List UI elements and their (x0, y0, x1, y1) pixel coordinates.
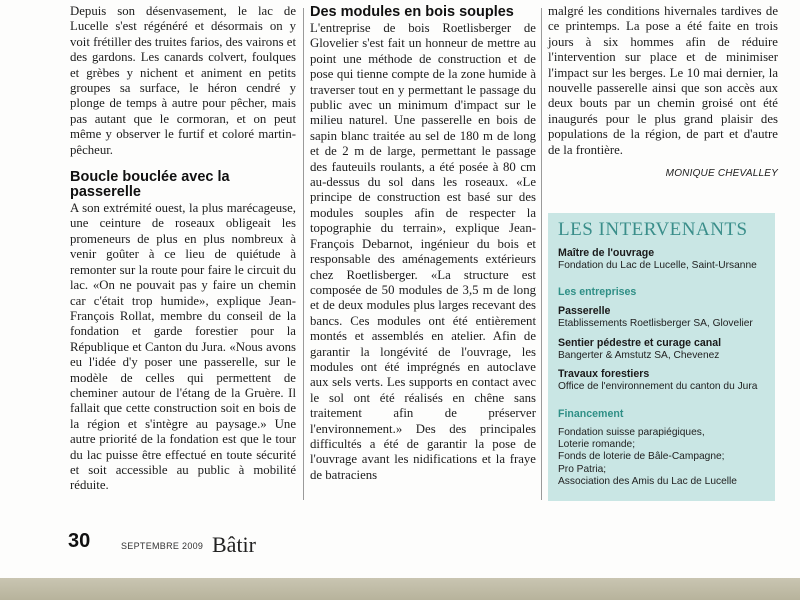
column-divider (541, 8, 542, 500)
page-edge-band (0, 578, 800, 600)
walkway-text: Etablissements Roetlisberger SA, Glovelier (558, 318, 753, 330)
forest-heading: Travaux forestiers (558, 368, 650, 381)
companies-heading: Les entreprises (558, 286, 637, 299)
column-divider (303, 8, 304, 500)
magazine-name: Bâtir (212, 532, 256, 557)
funding-line: Loterie romande; (558, 439, 636, 451)
article-column-3 (548, 4, 778, 179)
funding-line: Pro Patria; (558, 463, 607, 475)
box-content (558, 247, 770, 489)
column1-body: A son extrémité ouest, la plus marécageuse, une ceinture de roseaux obligeait les promeneurs de plus en plus nombreux à venir goûter à ce lieu de quiétude à remonter sur la route pour faire le circuit du lac. «On ne pouvait pas y faire un chemin car c'était trop humide», explique Jean-François Rollat, membre du conseil de la fondation et garde forestier pour la République et Canton du Jura. «Nous avons eu l'idée d'y poser une passerelle, sur le modèle de celles qui permettent de cheminer autour de l'étang de la Gruère. Il fallait que cette construction soit en bois de la région et s'intègre au paysage.» Une autre priorité de la fondation est que le tour du lac puisse être effectué en toute sécurité et soit accessible au public à mobilité réduite. (70, 201, 296, 493)
path-heading: Sentier pédestre et curage canal (558, 336, 722, 349)
heading-boucle-bouclee: Boucle bouclée avec la passerelle (70, 169, 230, 201)
author-signature: MONIQUE CHEVALLEY (665, 168, 778, 180)
funding-line: Fonds de loterie de Bâle-Campagne; (558, 451, 725, 463)
heading-modules-bois: Des modules en bois souples (310, 4, 514, 20)
column1-intro: Depuis son désenvasement, le lac de Lucelle s'est régénéré et désormais on y voit frétiller des truites farios, des vairons et des gardons. Les canards colvert, foulques et grèbes y nichent et animent en petits groupes sa surface, le héron cendré y plonge de temps à autre pour pêcher, mais pas autant que le cormoran, et on peut même y observer le furtif et coloré martin-pêcheur. (70, 4, 297, 157)
owner-text: Fondation du Lac de Lucelle, Saint-Ursanne (558, 260, 757, 271)
issue-date: SEPTEMBRE 2009 (121, 541, 204, 551)
walkway-heading: Passerelle (558, 305, 611, 318)
funding-heading: Financement (558, 407, 624, 420)
page-number: 30 (68, 530, 91, 552)
funding-line: Fondation suisse parapiégiques, (558, 426, 705, 438)
box-title: LES INTERVENANTS (558, 219, 748, 240)
owner-heading: Maître de l'ouvrage (558, 247, 655, 259)
intervenants-box (548, 213, 775, 501)
funding-line: Association des Amis du Lac de Lucelle (558, 476, 737, 488)
path-text: Bangerter & Amstutz SA, Chevenez (558, 349, 720, 361)
column3-body: malgré les conditions hivernales tardives de ce printemps. La pose a été faite en trois jours à six hommes afin de réduire l'intervention sur place et de minimiser l'impact sur les berges. Le 10 mai dernier, la nouvelle passerelle ainsi que son accès aux deux bouts par un chemin groisé ont été inaugurés pour le plus grand plaisir des populations de la région, de part et d'autre de la frontière. (548, 4, 778, 157)
forest-text: Office de l'environnement du canton du Jura (558, 381, 758, 393)
article-column-1 (70, 4, 296, 494)
article-column-2 (310, 4, 536, 483)
column2-body: L'entreprise de bois Roetlisberger de Glovelier s'est fait un honneur de mettre au point une méthode de construction et de pose qui tienne compte de la zone humide à traverser tout en y permettant le passage du public avec un minimum d'impact sur le milieu naturel. Une passerelle en bois de sapin blanc traitée au sel de 180 m de long et de 2 m de large, permettant le passage des fauteuils roulants, a été posée à 80 cm au-dessus du sol dans les roseaux. «Le principe de construction est basé sur des modules souples afin de respecter la topographie du terrain», explique Jean-François Debarnot, ingénieur du bois et responsable des aménagements extérieurs chez Roetlisberger. «La structure est composée de 50 modules de 3,5 m de long et de deux modules plus larges recevant des bancs. Ces modules ont été entièrement montés et assemblés en atelier. Afin de garantir la longévité de l'ouvrage, les modules ont été imprégnés en autoclave aux sels verts. Les supports en contact avec le sol ont été réalisés en chêne sans traitement afin de préserver l'environnement.» Des des principales difficultés a été de garantir la pose de l'ouvrage avant les nidifications et la fraye de batraciens (310, 21, 536, 482)
